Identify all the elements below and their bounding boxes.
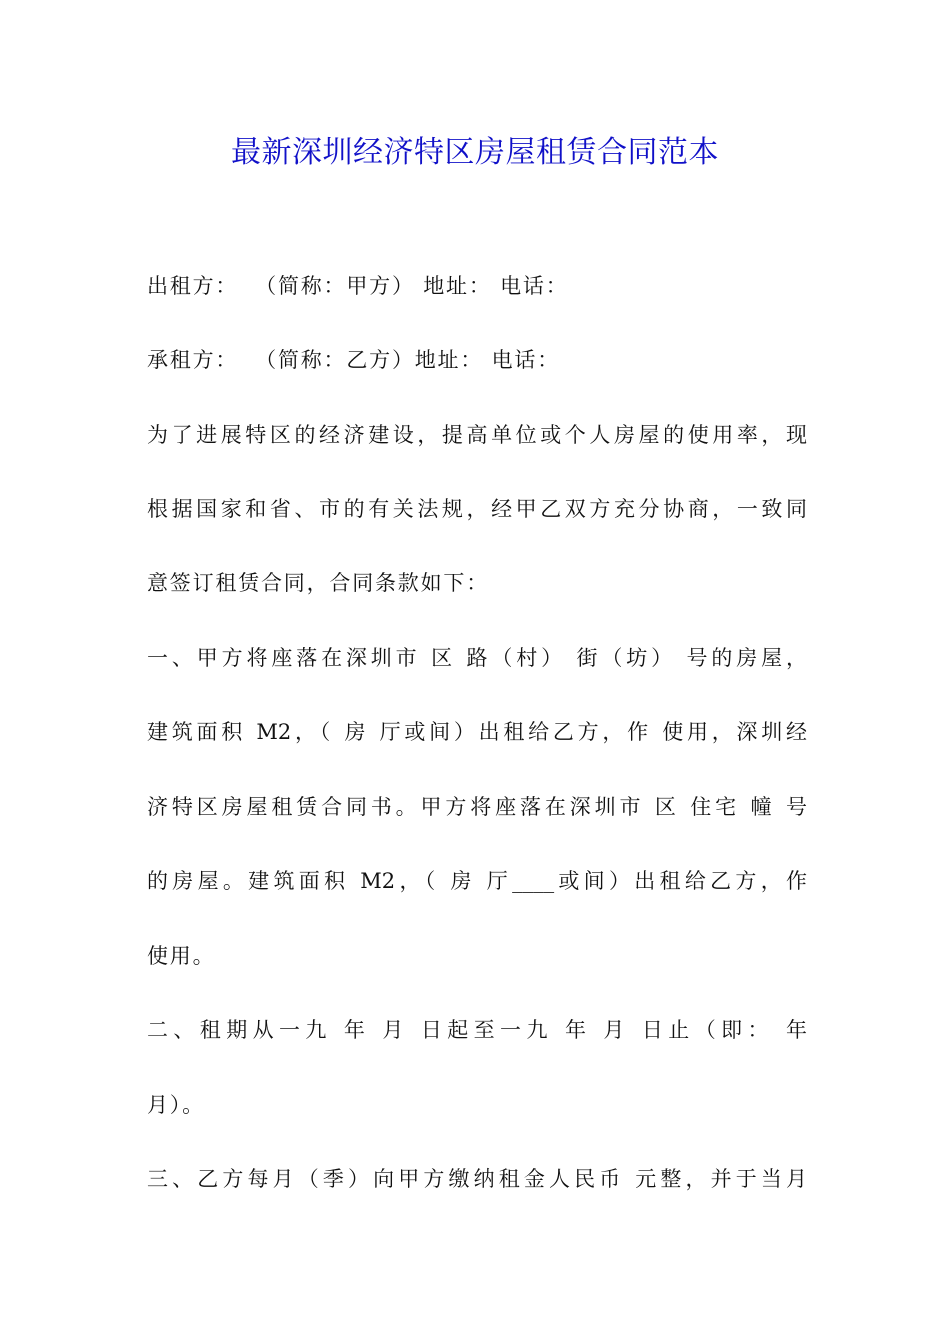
clause-1-line: 济特区房屋租赁合同书。甲方将座落在深圳市 区 住宅 幢 号	[147, 795, 807, 819]
clause-1-line: 的房屋。建筑面积 M2，（ 房 厅____或间）出租给乙方，作	[147, 869, 807, 893]
body-line: 根据国家和省、市的有关法规，经甲乙双方充分协商，一致同	[147, 497, 807, 521]
clause-1-line: 建筑面积 M2，（ 房 厅或间）出租给乙方，作 使用，深圳经	[147, 720, 807, 744]
clause-1-line: 使用。	[147, 944, 216, 968]
lessor-line: 出租方： （简称：甲方） 地址： 电话：	[147, 274, 569, 298]
document-title: 最新深圳经济特区房屋租赁合同范本	[231, 135, 719, 170]
clause-1-line: 一、甲方将座落在深圳市 区 路（村） 街（坊） 号的房屋，	[147, 646, 807, 670]
body-line: 意签订租赁合同，合同条款如下：	[147, 571, 489, 595]
clause-3-line: 三、乙方每月（季）向甲方缴纳租金人民币 元整，并于当月	[147, 1167, 807, 1191]
clause-2-line: 月）。	[147, 1093, 205, 1117]
clause-2-line: 二、租期从一九 年 月 日起至一九 年 月 日止（即： 年	[147, 1018, 807, 1042]
lessee-line: 承租方： （简称：乙方）地址： 电话：	[147, 348, 561, 372]
body-line: 为了进展特区的经济建设，提高单位或个人房屋的使用率，现	[147, 423, 807, 447]
